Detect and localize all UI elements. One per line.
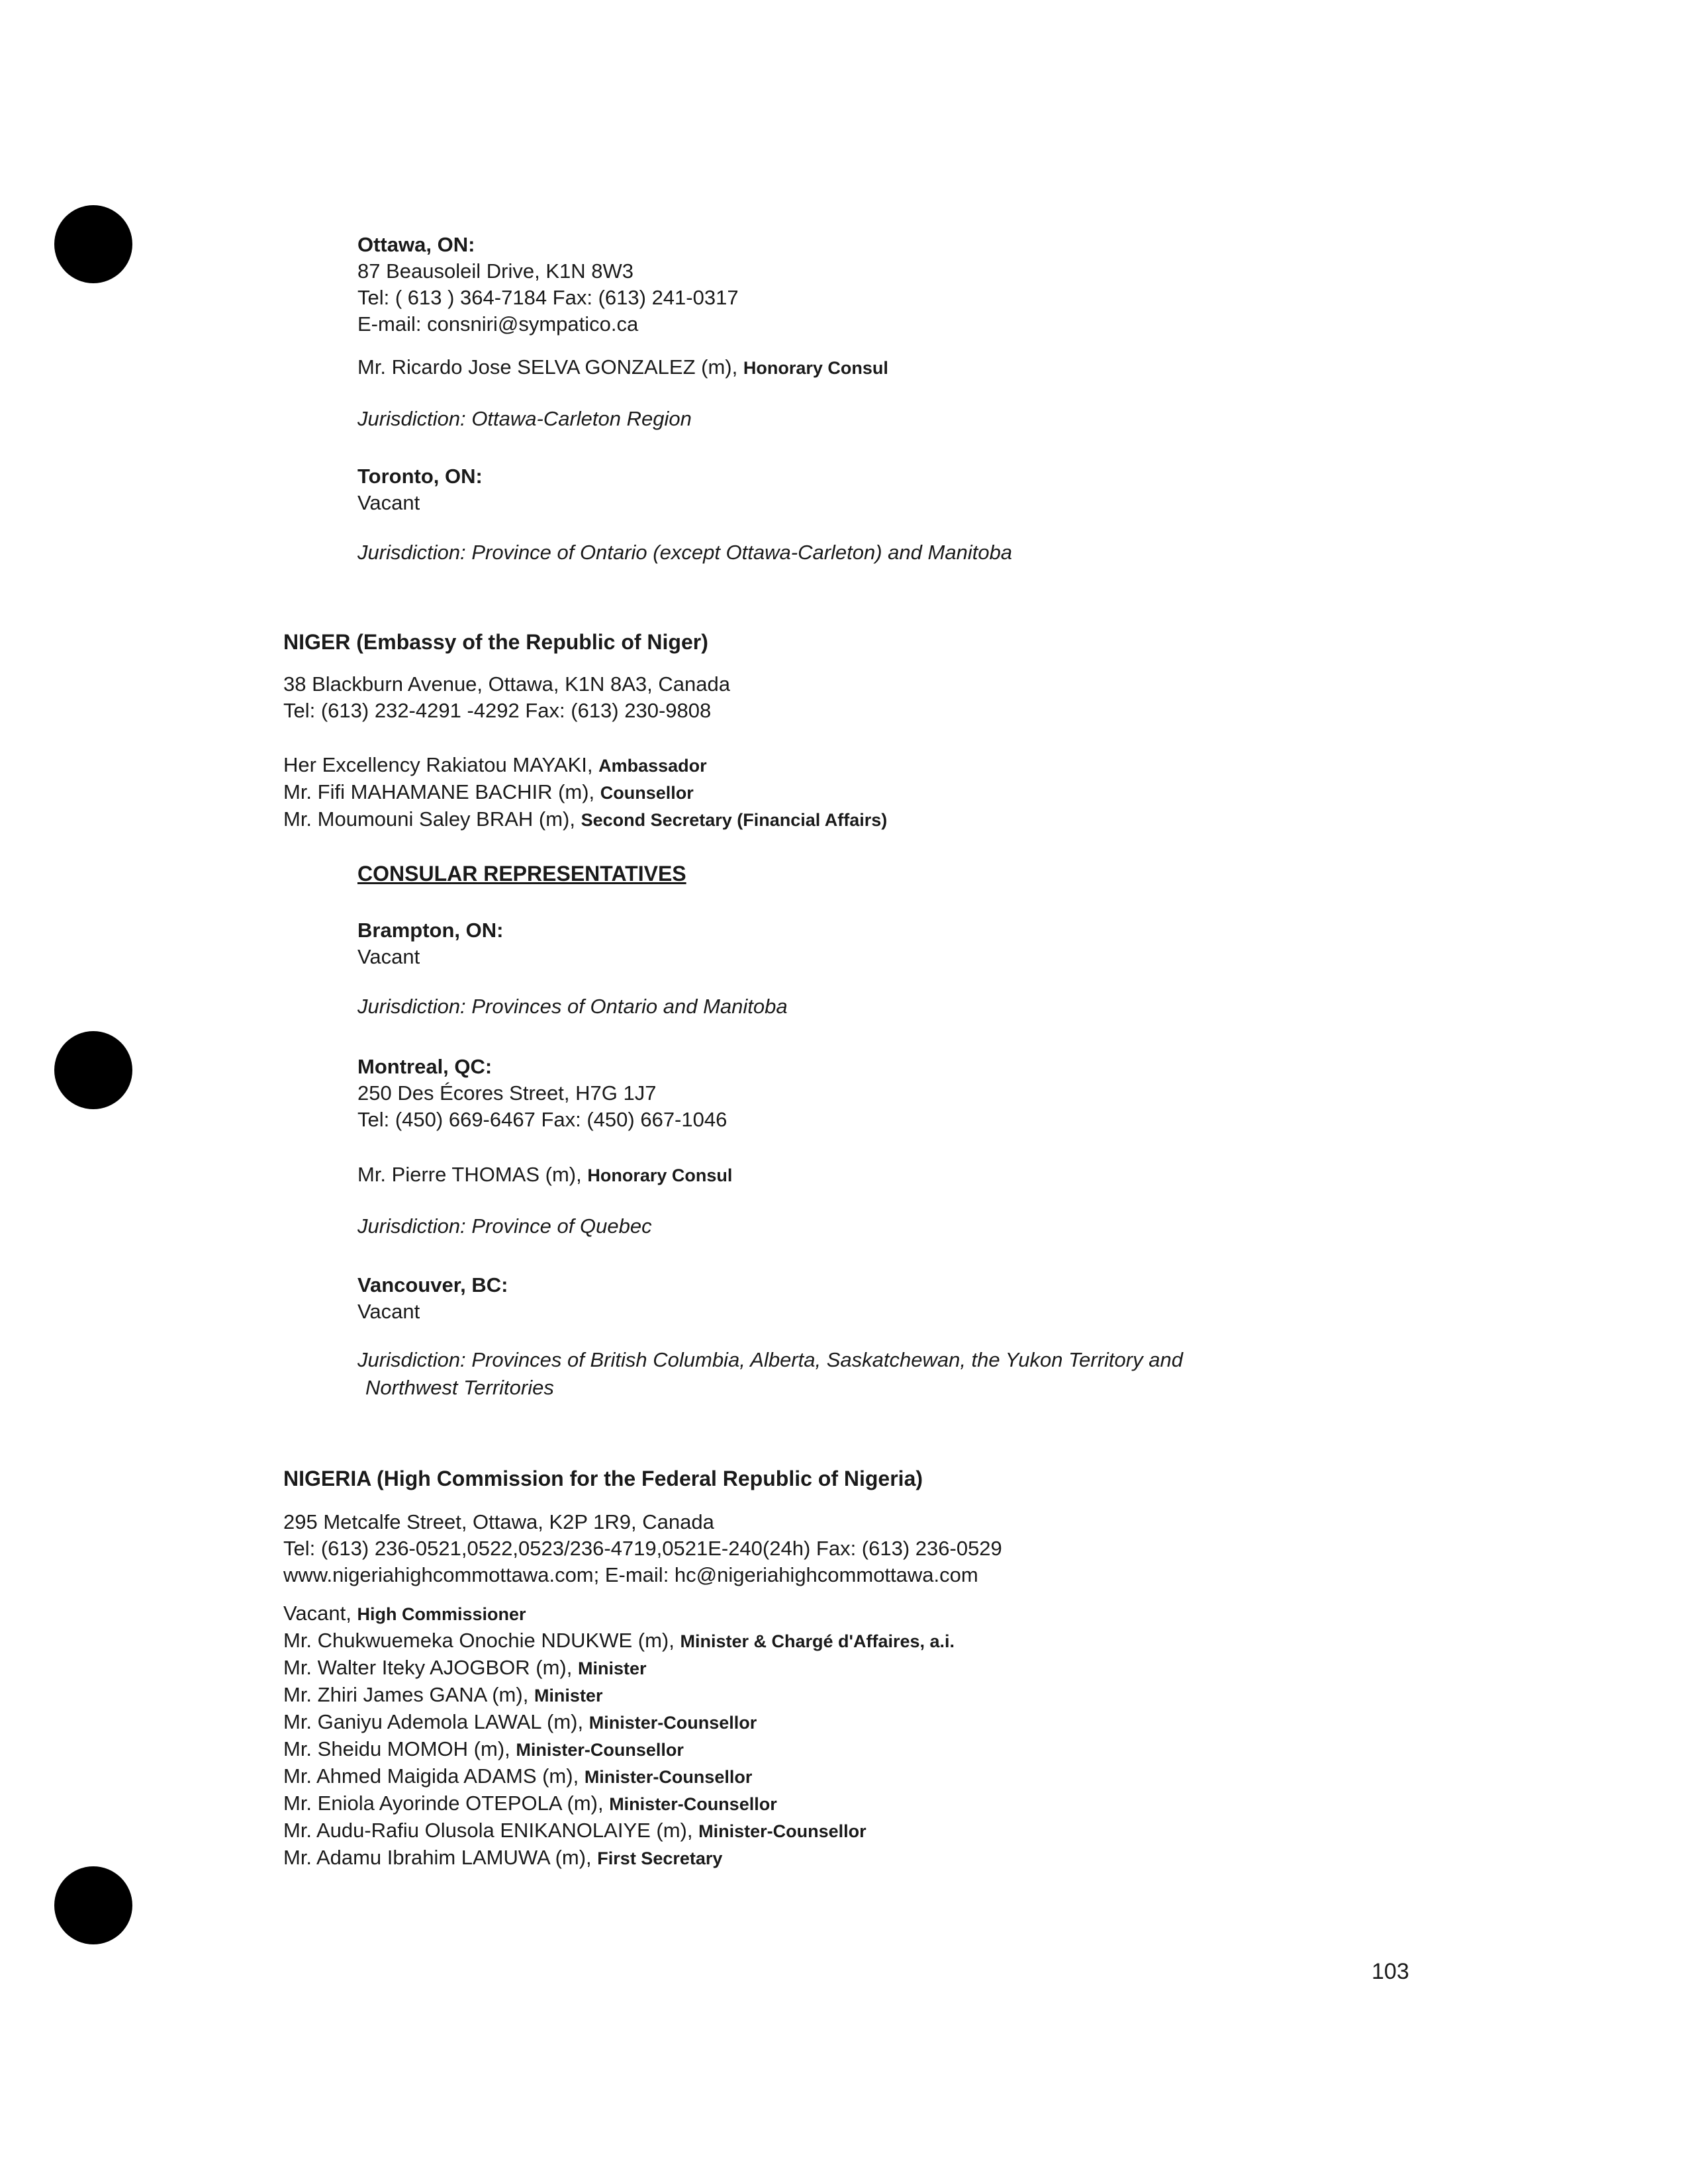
- brampton-consulate: [357, 917, 503, 970]
- toronto-jurisdiction-label: Jurisdiction:: [357, 541, 466, 564]
- vancouver-jurisdiction: [357, 1346, 1183, 1402]
- brampton-heading: Brampton, ON:: [357, 919, 504, 942]
- nigeria-contact: [283, 1509, 1002, 1588]
- nigeria-staff-list: [283, 1600, 955, 1872]
- nigeria-staff-item: Vacant, High Commissioner: [283, 1602, 526, 1625]
- nigeria-staff-item: Mr. Zhiri James GANA (m), Minister: [283, 1683, 603, 1706]
- vancouver-status: Vacant: [357, 1300, 420, 1323]
- nigeria-staff-item: Mr. Sheidu MOMOH (m), Minister-Counsellor: [283, 1737, 684, 1760]
- niger-contact: [283, 671, 730, 724]
- montreal-consulate: [357, 1054, 727, 1133]
- niger-address: 38 Blackburn Avenue, Ottawa, K1N 8A3, Canada: [283, 672, 730, 696]
- niger-tel: Tel: (613) 232-4291 -4292 Fax: (613) 230-9808: [283, 699, 712, 722]
- vancouver-heading: Vancouver, BC:: [357, 1273, 508, 1297]
- nigeria-web: www.nigeriahighcommottawa.com; E-mail: hc@nigeriahighcommottawa.com: [283, 1563, 978, 1586]
- brampton-jurisdiction: [357, 993, 788, 1021]
- binder-hole-bottom: [54, 1866, 132, 1944]
- niger-staff-item: Mr. Moumouni Saley BRAH (m), Second Secretary (Financial Affairs): [283, 807, 888, 831]
- nigeria-staff-item: Mr. Chukwuemeka Onochie NDUKWE (m), Minister & Chargé d'Affaires, a.i.: [283, 1629, 955, 1652]
- nigeria-staff-item: Mr. Ganiyu Ademola LAWAL (m), Minister-Counsellor: [283, 1710, 757, 1733]
- ottawa-person-role: Honorary Consul: [743, 358, 888, 378]
- montreal-jurisdiction-label: Jurisdiction:: [357, 1214, 466, 1238]
- brampton-status: Vacant: [357, 945, 420, 968]
- montreal-person-role: Honorary Consul: [587, 1165, 733, 1185]
- montreal-jurisdiction: [357, 1212, 652, 1240]
- consular-representatives-heading: CONSULAR REPRESENTATIVES: [357, 862, 686, 886]
- niger-heading: NIGER (Embassy of the Republic of Niger): [283, 630, 708, 654]
- vancouver-jurisdiction-line1: Jurisdiction: Provinces of British Columbia, Alberta, Saskatchewan, the Yukon Territory and: [357, 1348, 1183, 1371]
- ottawa-tel: Tel: ( 613 ) 364-7184 Fax: (613) 241-0317: [357, 286, 739, 309]
- nigeria-staff-item: Mr. Adamu Ibrahim LAMUWA (m), First Secretary: [283, 1846, 723, 1869]
- brampton-jurisdiction-value: Provinces of Ontario and Manitoba: [471, 995, 788, 1018]
- nigeria-staff-item: Mr. Audu-Rafiu Olusola ENIKANOLAIYE (m), Minister-Counsellor: [283, 1819, 867, 1842]
- montreal-person-name: Mr. Pierre THOMAS (m),: [357, 1163, 582, 1186]
- nigeria-tel: Tel: (613) 236-0521,0522,0523/236-4719,0521E-240(24h) Fax: (613) 236-0529: [283, 1537, 1002, 1560]
- montreal-tel: Tel: (450) 669-6467 Fax: (450) 667-1046: [357, 1108, 727, 1131]
- nigeria-address: 295 Metcalfe Street, Ottawa, K2P 1R9, Canada: [283, 1510, 714, 1533]
- niger-staff-item: Mr. Fifi MAHAMANE BACHIR (m), Counsellor: [283, 780, 694, 803]
- binder-hole-middle: [54, 1031, 132, 1109]
- niger-staff-list: [283, 752, 887, 833]
- toronto-heading: Toronto, ON:: [357, 465, 483, 488]
- vancouver-jurisdiction-line2: Northwest Territories: [365, 1376, 554, 1399]
- montreal-heading: Montreal, QC:: [357, 1055, 492, 1078]
- toronto-consulate: [357, 463, 483, 516]
- toronto-jurisdiction-value: Province of Ontario (except Ottawa-Carleton) and Manitoba: [471, 541, 1013, 564]
- nigeria-staff-item: Mr. Walter Iteky AJOGBOR (m), Minister: [283, 1656, 647, 1679]
- nigeria-heading: NIGERIA (High Commission for the Federal Republic of Nigeria): [283, 1467, 923, 1490]
- binder-hole-top: [54, 205, 132, 283]
- ottawa-address: 87 Beausoleil Drive, K1N 8W3: [357, 259, 633, 283]
- page-number: 103: [1372, 1959, 1409, 1984]
- vancouver-consulate: [357, 1272, 508, 1325]
- ottawa-jurisdiction-label: Jurisdiction:: [357, 407, 466, 430]
- ottawa-jurisdiction: [357, 405, 692, 433]
- brampton-jurisdiction-label: Jurisdiction:: [357, 995, 466, 1018]
- ottawa-person: [357, 354, 888, 381]
- toronto-jurisdiction: [357, 539, 1012, 567]
- nigeria-staff-item: Mr. Eniola Ayorinde OTEPOLA (m), Minister-Counsellor: [283, 1792, 777, 1815]
- ottawa-person-name: Mr. Ricardo Jose SELVA GONZALEZ (m),: [357, 355, 738, 379]
- montreal-address: 250 Des Écores Street, H7G 1J7: [357, 1081, 657, 1105]
- nigeria-staff-item: Mr. Ahmed Maigida ADAMS (m), Minister-Counsellor: [283, 1764, 753, 1788]
- ottawa-jurisdiction-value: Ottawa-Carleton Region: [471, 407, 692, 430]
- ottawa-heading: Ottawa, ON:: [357, 233, 475, 256]
- niger-staff-item: Her Excellency Rakiatou MAYAKI, Ambassador: [283, 753, 707, 776]
- ottawa-consulate: [357, 232, 739, 338]
- vancouver-jurisdiction-label: Jurisdiction:: [357, 1348, 466, 1371]
- montreal-jurisdiction-value: Province of Quebec: [471, 1214, 652, 1238]
- montreal-person: [357, 1161, 732, 1189]
- ottawa-email: E-mail: consniri@sympatico.ca: [357, 312, 639, 336]
- toronto-status: Vacant: [357, 491, 420, 514]
